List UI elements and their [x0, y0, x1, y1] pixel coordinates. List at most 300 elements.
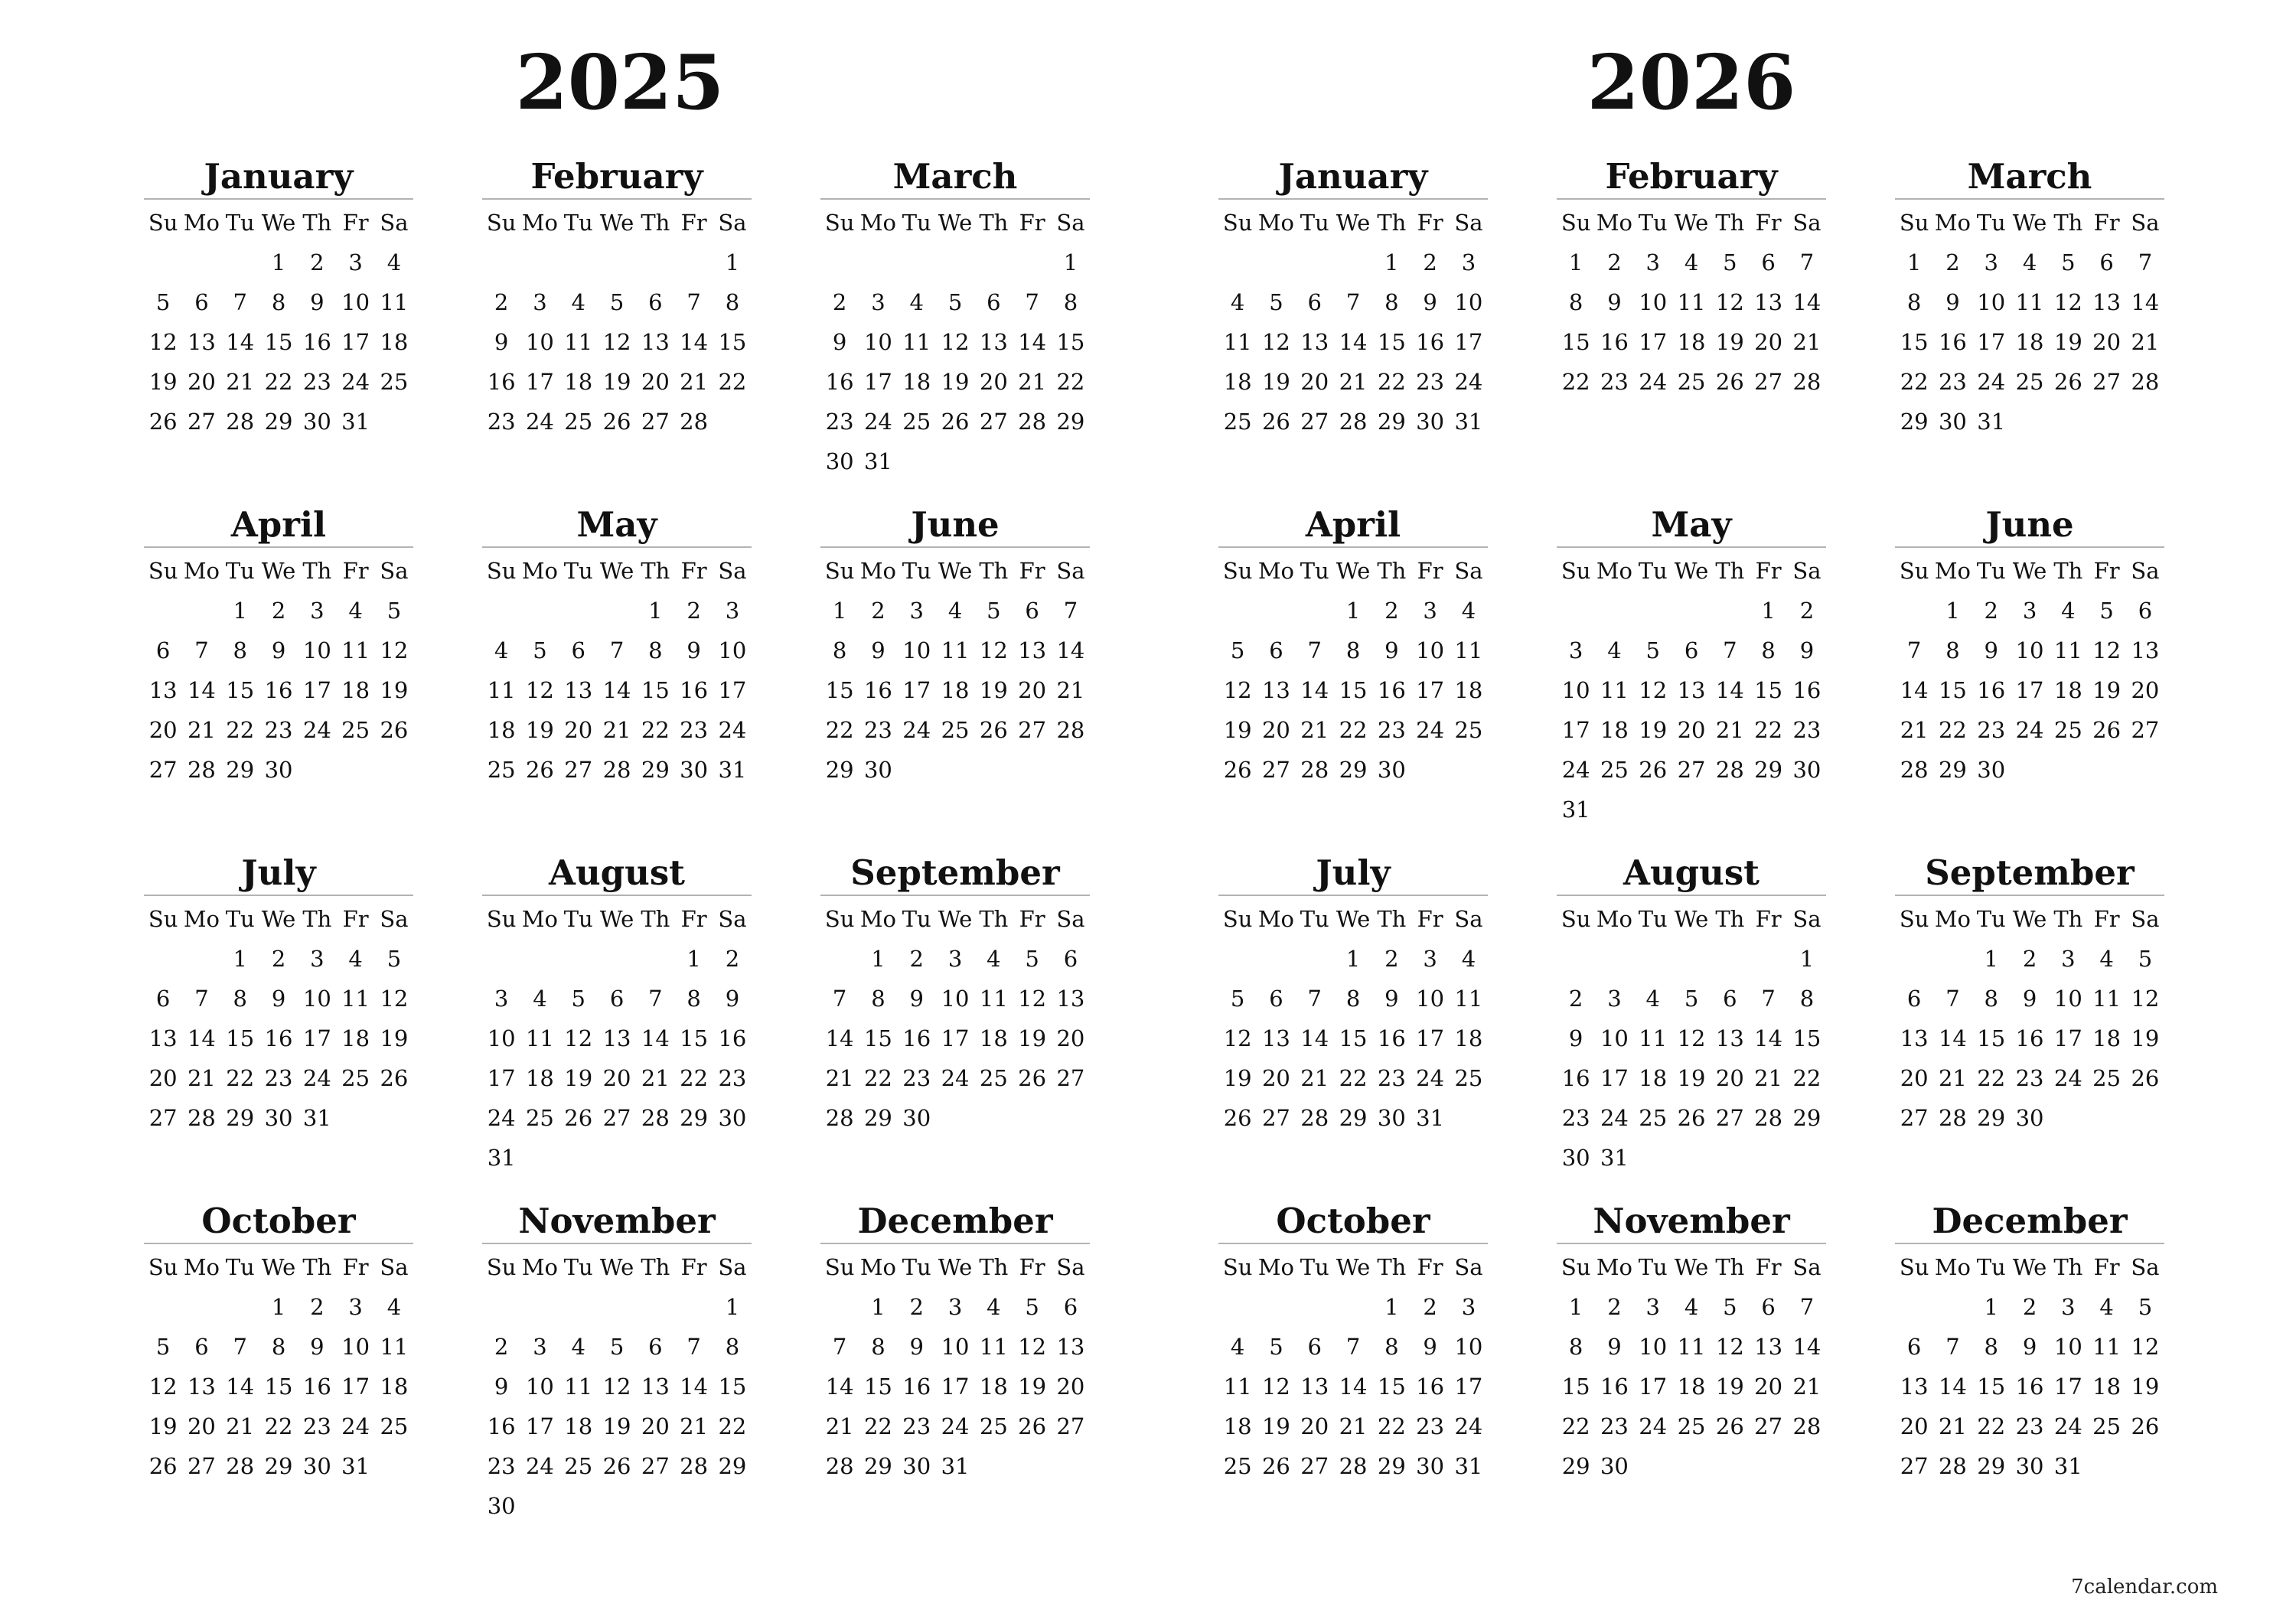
day-cell: 10 — [302, 637, 331, 663]
day-cell: 17 — [525, 1413, 554, 1439]
weekday-label: Fr — [2093, 210, 2120, 236]
day-cell: 3 — [1607, 986, 1622, 1012]
weekday-label: Th — [1377, 558, 1407, 584]
day-cell: 10 — [1416, 986, 1445, 1012]
weekday-label: Sa — [2131, 1254, 2160, 1280]
weekday-label: Th — [1377, 1254, 1407, 1280]
day-cell: 20 — [187, 1413, 216, 1439]
weekday-label: Mo — [521, 558, 559, 584]
day-grid — [1218, 1247, 1488, 1486]
day-cell: 6 — [1761, 1294, 1776, 1320]
day-cell: 9 — [871, 637, 885, 663]
day-cell: 2 — [687, 598, 701, 624]
day-cell: 11 — [2092, 986, 2122, 1012]
day-cell: 4 — [1684, 1294, 1699, 1320]
empty-cell — [820, 1287, 859, 1327]
day-cell: 7 — [1723, 637, 1737, 663]
day-cell: 8 — [725, 1334, 740, 1360]
day-cell: 20 — [602, 1065, 631, 1091]
day-cell: 15 — [1561, 329, 1590, 355]
day-cell: 27 — [1018, 717, 1047, 743]
day-cell: 27 — [979, 409, 1008, 435]
day-cell: 23 — [487, 409, 516, 435]
month-divider — [1557, 198, 1826, 200]
weekday-label: We — [1674, 210, 1709, 236]
day-cell: 31 — [1600, 1145, 1629, 1171]
empty-cell — [1296, 939, 1334, 979]
day-cell: 27 — [602, 1105, 631, 1131]
day-cell: 24 — [863, 409, 892, 435]
day-cell: 8 — [1345, 637, 1361, 663]
weekday-label: Su — [824, 558, 855, 584]
day-cell: 24 — [341, 1413, 370, 1439]
day-cell: 24 — [525, 409, 554, 435]
day-cell: 7 — [648, 986, 663, 1012]
day-cell: 13 — [1900, 1374, 1929, 1400]
day-cell: 25 — [1639, 1105, 1668, 1131]
weekday-label: Fr — [1417, 558, 1443, 584]
weekday-label: Fr — [342, 1254, 369, 1280]
day-cell: 27 — [1715, 1105, 1744, 1131]
day-cell: 30 — [1377, 1105, 1406, 1131]
day-cell: 21 — [641, 1065, 670, 1091]
day-cell: 20 — [1018, 677, 1047, 703]
day-cell: 31 — [2053, 1453, 2082, 1479]
day-cell: 27 — [187, 1453, 216, 1479]
month-block — [144, 155, 413, 442]
day-cell: 27 — [1300, 1453, 1329, 1479]
day-cell: 17 — [863, 369, 892, 395]
day-cell: 29 — [226, 757, 255, 783]
day-cell: 8 — [1945, 637, 1960, 663]
empty-cell — [859, 243, 897, 282]
day-cell: 17 — [1416, 677, 1445, 703]
weekday-label: Mo — [183, 1254, 220, 1280]
day-cell: 8 — [1345, 986, 1361, 1012]
weekday-label: Su — [824, 210, 855, 236]
day-cell: 29 — [226, 1105, 255, 1131]
month-divider — [144, 198, 413, 200]
day-cell: 29 — [1377, 1453, 1406, 1479]
day-cell: 26 — [979, 717, 1008, 743]
weekday-label: Fr — [342, 210, 369, 236]
weekday-label: Th — [302, 1254, 332, 1280]
day-cell: 2 — [1384, 598, 1399, 624]
day-cell: 19 — [2131, 1374, 2160, 1400]
weekday-label: Th — [1715, 210, 1745, 236]
weekday-label: Mo — [1934, 558, 1971, 584]
empty-cell — [1334, 1287, 1372, 1327]
day-cell: 20 — [148, 717, 178, 743]
day-cell: 22 — [825, 717, 854, 743]
day-cell: 4 — [1461, 946, 1476, 972]
day-cell: 9 — [1607, 289, 1622, 315]
day-cell: 10 — [1977, 289, 2006, 315]
day-cell: 6 — [1307, 289, 1322, 315]
day-cell: 25 — [564, 1453, 593, 1479]
day-cell: 13 — [148, 677, 178, 703]
day-cell: 7 — [1307, 986, 1322, 1012]
day-cell: 15 — [1938, 677, 1967, 703]
day-cell: 27 — [148, 1105, 178, 1131]
day-cell: 3 — [1645, 249, 1660, 275]
empty-cell — [482, 1287, 520, 1327]
empty-cell — [182, 939, 220, 979]
day-cell: 4 — [533, 986, 547, 1012]
month-title: July — [241, 852, 316, 893]
day-cell: 21 — [2131, 329, 2160, 355]
month-divider — [1557, 895, 1826, 896]
day-cell: 4 — [2099, 946, 2114, 972]
day-cell: 3 — [348, 1294, 363, 1320]
day-cell: 15 — [264, 1374, 293, 1400]
day-cell: 19 — [1715, 329, 1744, 355]
weekday-label: Th — [979, 558, 1009, 584]
day-cell: 31 — [941, 1453, 970, 1479]
empty-cell — [1218, 1287, 1257, 1327]
day-cell: 30 — [1938, 409, 1967, 435]
day-cell: 2 — [909, 1294, 924, 1320]
day-cell: 5 — [987, 598, 1001, 624]
day-cell: 15 — [680, 1025, 709, 1051]
weekday-label: Tu — [563, 906, 593, 932]
day-cell: 11 — [1677, 1334, 1706, 1360]
day-cell: 26 — [2092, 717, 2122, 743]
empty-cell — [1013, 243, 1051, 282]
day-cell: 1 — [1984, 946, 1998, 972]
weekday-label: Fr — [342, 906, 369, 932]
empty-cell — [674, 243, 713, 282]
day-cell: 17 — [718, 677, 747, 703]
weekday-label: Su — [1561, 906, 1591, 932]
day-cell: 3 — [2061, 1294, 2076, 1320]
day-cell: 20 — [148, 1065, 178, 1091]
day-cell: 28 — [1300, 1105, 1329, 1131]
empty-cell — [1749, 939, 1787, 979]
day-cell: 14 — [2131, 289, 2160, 315]
empty-cell — [598, 243, 636, 282]
month-divider — [144, 1243, 413, 1244]
empty-cell — [182, 1287, 220, 1327]
weekday-label: Sa — [380, 558, 409, 584]
day-cell: 17 — [902, 677, 931, 703]
day-cell: 4 — [909, 289, 924, 315]
weekday-label: Fr — [680, 558, 707, 584]
day-cell: 15 — [863, 1374, 892, 1400]
day-cell: 30 — [302, 1453, 331, 1479]
day-cell: 5 — [1025, 946, 1039, 972]
day-cell: 17 — [2053, 1374, 2082, 1400]
day-cell: 9 — [909, 1334, 924, 1360]
day-cell: 3 — [1423, 946, 1437, 972]
weekday-label: Sa — [718, 906, 747, 932]
weekday-label: Th — [979, 210, 1009, 236]
day-cell: 29 — [264, 409, 293, 435]
day-cell: 27 — [2131, 717, 2160, 743]
day-cell: 11 — [2092, 1334, 2122, 1360]
day-cell: 24 — [1600, 1105, 1629, 1131]
weekday-label: We — [938, 1254, 973, 1280]
weekday-label: Th — [641, 906, 670, 932]
day-cell: 27 — [187, 409, 216, 435]
weekday-label: Sa — [2131, 558, 2160, 584]
day-cell: 24 — [1416, 717, 1445, 743]
weekday-label: Mo — [1257, 558, 1295, 584]
day-cell: 11 — [487, 677, 516, 703]
day-cell: 17 — [2053, 1025, 2082, 1051]
day-cell: 24 — [487, 1105, 516, 1131]
day-cell: 24 — [1454, 369, 1483, 395]
day-cell: 29 — [680, 1105, 709, 1131]
day-cell: 1 — [871, 1294, 885, 1320]
weekday-label: Th — [302, 558, 332, 584]
month-title: October — [201, 1201, 356, 1241]
day-cell: 20 — [1754, 329, 1783, 355]
weekday-label: Mo — [1934, 210, 1971, 236]
day-cell: 31 — [863, 448, 892, 474]
day-cell: 28 — [1792, 1413, 1821, 1439]
day-cell: 26 — [148, 1453, 178, 1479]
day-cell: 25 — [1223, 409, 1252, 435]
day-cell: 10 — [487, 1025, 516, 1051]
day-cell: 14 — [1900, 677, 1929, 703]
month-block — [482, 852, 752, 1178]
day-cell: 7 — [233, 1334, 247, 1360]
day-cell: 28 — [1018, 409, 1047, 435]
day-cell: 27 — [148, 757, 178, 783]
day-cell: 27 — [1900, 1105, 1929, 1131]
weekday-label: Mo — [859, 1254, 897, 1280]
day-cell: 23 — [863, 717, 892, 743]
day-cell: 31 — [1561, 797, 1590, 823]
weekday-label: We — [1336, 210, 1371, 236]
month-block — [1895, 504, 2164, 790]
day-cell: 19 — [564, 1065, 593, 1091]
day-cell: 1 — [1384, 249, 1399, 275]
day-cell: 1 — [233, 946, 247, 972]
weekday-label: Su — [148, 1254, 178, 1280]
day-cell: 23 — [825, 409, 854, 435]
day-cell: 7 — [609, 637, 625, 663]
weekday-label: Th — [979, 1254, 1009, 1280]
day-cell: 18 — [525, 1065, 554, 1091]
day-cell: 17 — [525, 369, 554, 395]
month-divider — [482, 1243, 752, 1244]
day-cell: 4 — [348, 946, 363, 972]
day-cell: 8 — [1568, 1334, 1583, 1360]
day-cell: 7 — [832, 986, 847, 1012]
day-cell: 30 — [1416, 1453, 1445, 1479]
day-cell: 5 — [386, 946, 402, 972]
month-divider — [820, 198, 1090, 200]
day-cell: 14 — [1715, 677, 1744, 703]
day-cell: 2 — [310, 1294, 325, 1320]
day-cell: 30 — [825, 448, 854, 474]
weekday-label: Sa — [1056, 1254, 1085, 1280]
day-cell: 12 — [525, 677, 554, 703]
day-cell: 13 — [187, 1374, 216, 1400]
day-grid — [820, 551, 1090, 790]
day-cell: 2 — [494, 289, 509, 315]
day-cell: 16 — [1416, 329, 1445, 355]
day-cell: 3 — [1423, 598, 1437, 624]
weekday-label: Fr — [2093, 558, 2120, 584]
day-cell: 11 — [941, 637, 970, 663]
day-cell: 5 — [1230, 637, 1245, 663]
day-cell: 7 — [1307, 637, 1322, 663]
day-cell: 22 — [863, 1413, 892, 1439]
day-cell: 25 — [564, 409, 593, 435]
day-cell: 30 — [902, 1453, 931, 1479]
day-cell: 1 — [725, 1294, 740, 1320]
day-cell: 25 — [487, 757, 516, 783]
day-cell: 23 — [1561, 1105, 1590, 1131]
day-cell: 28 — [680, 1453, 709, 1479]
day-cell: 10 — [1561, 677, 1590, 703]
day-cell: 10 — [941, 1334, 970, 1360]
day-cell: 15 — [1339, 677, 1368, 703]
day-cell: 1 — [1568, 249, 1583, 275]
day-cell: 31 — [1454, 409, 1483, 435]
day-cell: 13 — [1261, 1025, 1290, 1051]
weekday-label: We — [261, 558, 296, 584]
day-cell: 11 — [380, 1334, 409, 1360]
day-cell: 5 — [386, 598, 402, 624]
weekday-label: Tu — [902, 1254, 931, 1280]
day-cell: 25 — [341, 717, 370, 743]
day-cell: 11 — [1454, 637, 1483, 663]
day-cell: 25 — [1677, 1413, 1706, 1439]
day-cell: 16 — [1600, 1374, 1629, 1400]
day-cell: 5 — [2061, 249, 2076, 275]
weekday-label: Sa — [718, 210, 747, 236]
day-cell: 26 — [1261, 1453, 1290, 1479]
day-cell: 13 — [1261, 677, 1290, 703]
day-grid — [1218, 899, 1488, 1138]
day-cell: 2 — [310, 249, 325, 275]
weekday-label: Mo — [1257, 1254, 1295, 1280]
day-cell: 5 — [571, 986, 585, 1012]
empty-cell — [1895, 1287, 1933, 1327]
month-block — [1557, 504, 1826, 829]
day-cell: 13 — [1754, 289, 1783, 315]
day-cell: 15 — [641, 677, 670, 703]
month-block — [482, 504, 752, 790]
day-cell: 12 — [979, 637, 1008, 663]
day-cell: 2 — [1423, 249, 1437, 275]
day-cell: 3 — [1568, 637, 1583, 663]
day-cell: 25 — [979, 1413, 1008, 1439]
day-cell: 27 — [1754, 1413, 1783, 1439]
day-cell: 6 — [648, 1334, 663, 1360]
day-cell: 2 — [871, 598, 885, 624]
day-cell: 9 — [310, 1334, 325, 1360]
day-cell: 13 — [641, 1374, 670, 1400]
empty-cell — [1218, 243, 1257, 282]
day-cell: 6 — [194, 289, 209, 315]
day-cell: 10 — [2015, 637, 2044, 663]
day-cell: 6 — [648, 289, 663, 315]
empty-cell — [482, 243, 520, 282]
day-cell: 16 — [1938, 329, 1967, 355]
weekday-label: We — [938, 906, 973, 932]
weekday-label: Tu — [1300, 1254, 1329, 1280]
day-cell: 25 — [380, 1413, 409, 1439]
weekday-label: Sa — [1454, 210, 1483, 236]
day-cell: 19 — [1715, 1374, 1744, 1400]
day-cell: 8 — [233, 637, 247, 663]
day-cell: 23 — [1377, 717, 1406, 743]
weekday-label: We — [2012, 906, 2047, 932]
month-title: April — [1305, 504, 1401, 545]
weekday-label: Mo — [1596, 210, 1633, 236]
day-cell: 28 — [187, 1105, 216, 1131]
month-block — [144, 504, 413, 790]
day-cell: 7 — [1063, 598, 1078, 624]
day-cell: 12 — [380, 986, 409, 1012]
weekday-label: Th — [641, 210, 670, 236]
day-cell: 11 — [341, 637, 370, 663]
day-cell: 10 — [1600, 1025, 1629, 1051]
day-cell: 14 — [226, 1374, 255, 1400]
day-cell: 6 — [1906, 1334, 1922, 1360]
weekday-label: Su — [1222, 906, 1253, 932]
day-cell: 12 — [602, 1374, 631, 1400]
day-cell: 6 — [1906, 986, 1922, 1012]
day-cell: 7 — [194, 986, 209, 1012]
day-cell: 26 — [1715, 1413, 1744, 1439]
day-cell: 10 — [525, 329, 554, 355]
footer-site-label: 7calendar.com — [2071, 1576, 2218, 1599]
day-cell: 23 — [1416, 1413, 1445, 1439]
weekday-label: Mo — [1596, 1254, 1633, 1280]
day-cell: 12 — [1223, 1025, 1252, 1051]
day-cell: 4 — [386, 249, 402, 275]
day-cell: 9 — [1568, 1025, 1583, 1051]
day-cell: 7 — [1761, 986, 1776, 1012]
day-cell: 16 — [718, 1025, 747, 1051]
day-cell: 8 — [1984, 1334, 1998, 1360]
day-cell: 29 — [1377, 409, 1406, 435]
day-cell: 28 — [1339, 409, 1368, 435]
day-cell: 12 — [941, 329, 970, 355]
day-cell: 10 — [2053, 1334, 2082, 1360]
day-cell: 30 — [863, 757, 892, 783]
weekday-label: We — [599, 906, 634, 932]
day-cell: 18 — [380, 329, 409, 355]
weekday-label: Su — [148, 906, 178, 932]
day-cell: 11 — [341, 986, 370, 1012]
day-grid — [1218, 551, 1488, 790]
empty-cell — [1672, 939, 1711, 979]
day-cell: 12 — [1261, 1374, 1290, 1400]
weekday-label: Sa — [1792, 558, 1821, 584]
day-cell: 11 — [2053, 637, 2082, 663]
day-cell: 13 — [1056, 986, 1085, 1012]
day-cell: 1 — [832, 598, 847, 624]
day-cell: 21 — [1300, 1065, 1329, 1091]
weekday-label: Su — [1899, 558, 1929, 584]
day-cell: 15 — [1900, 329, 1929, 355]
weekday-label: Su — [1561, 210, 1591, 236]
weekday-label: Th — [302, 210, 332, 236]
empty-cell — [144, 243, 182, 282]
day-cell: 2 — [909, 946, 924, 972]
month-block — [1218, 1200, 1488, 1486]
day-cell: 16 — [302, 329, 331, 355]
day-cell: 2 — [271, 598, 286, 624]
day-cell: 20 — [1715, 1065, 1744, 1091]
